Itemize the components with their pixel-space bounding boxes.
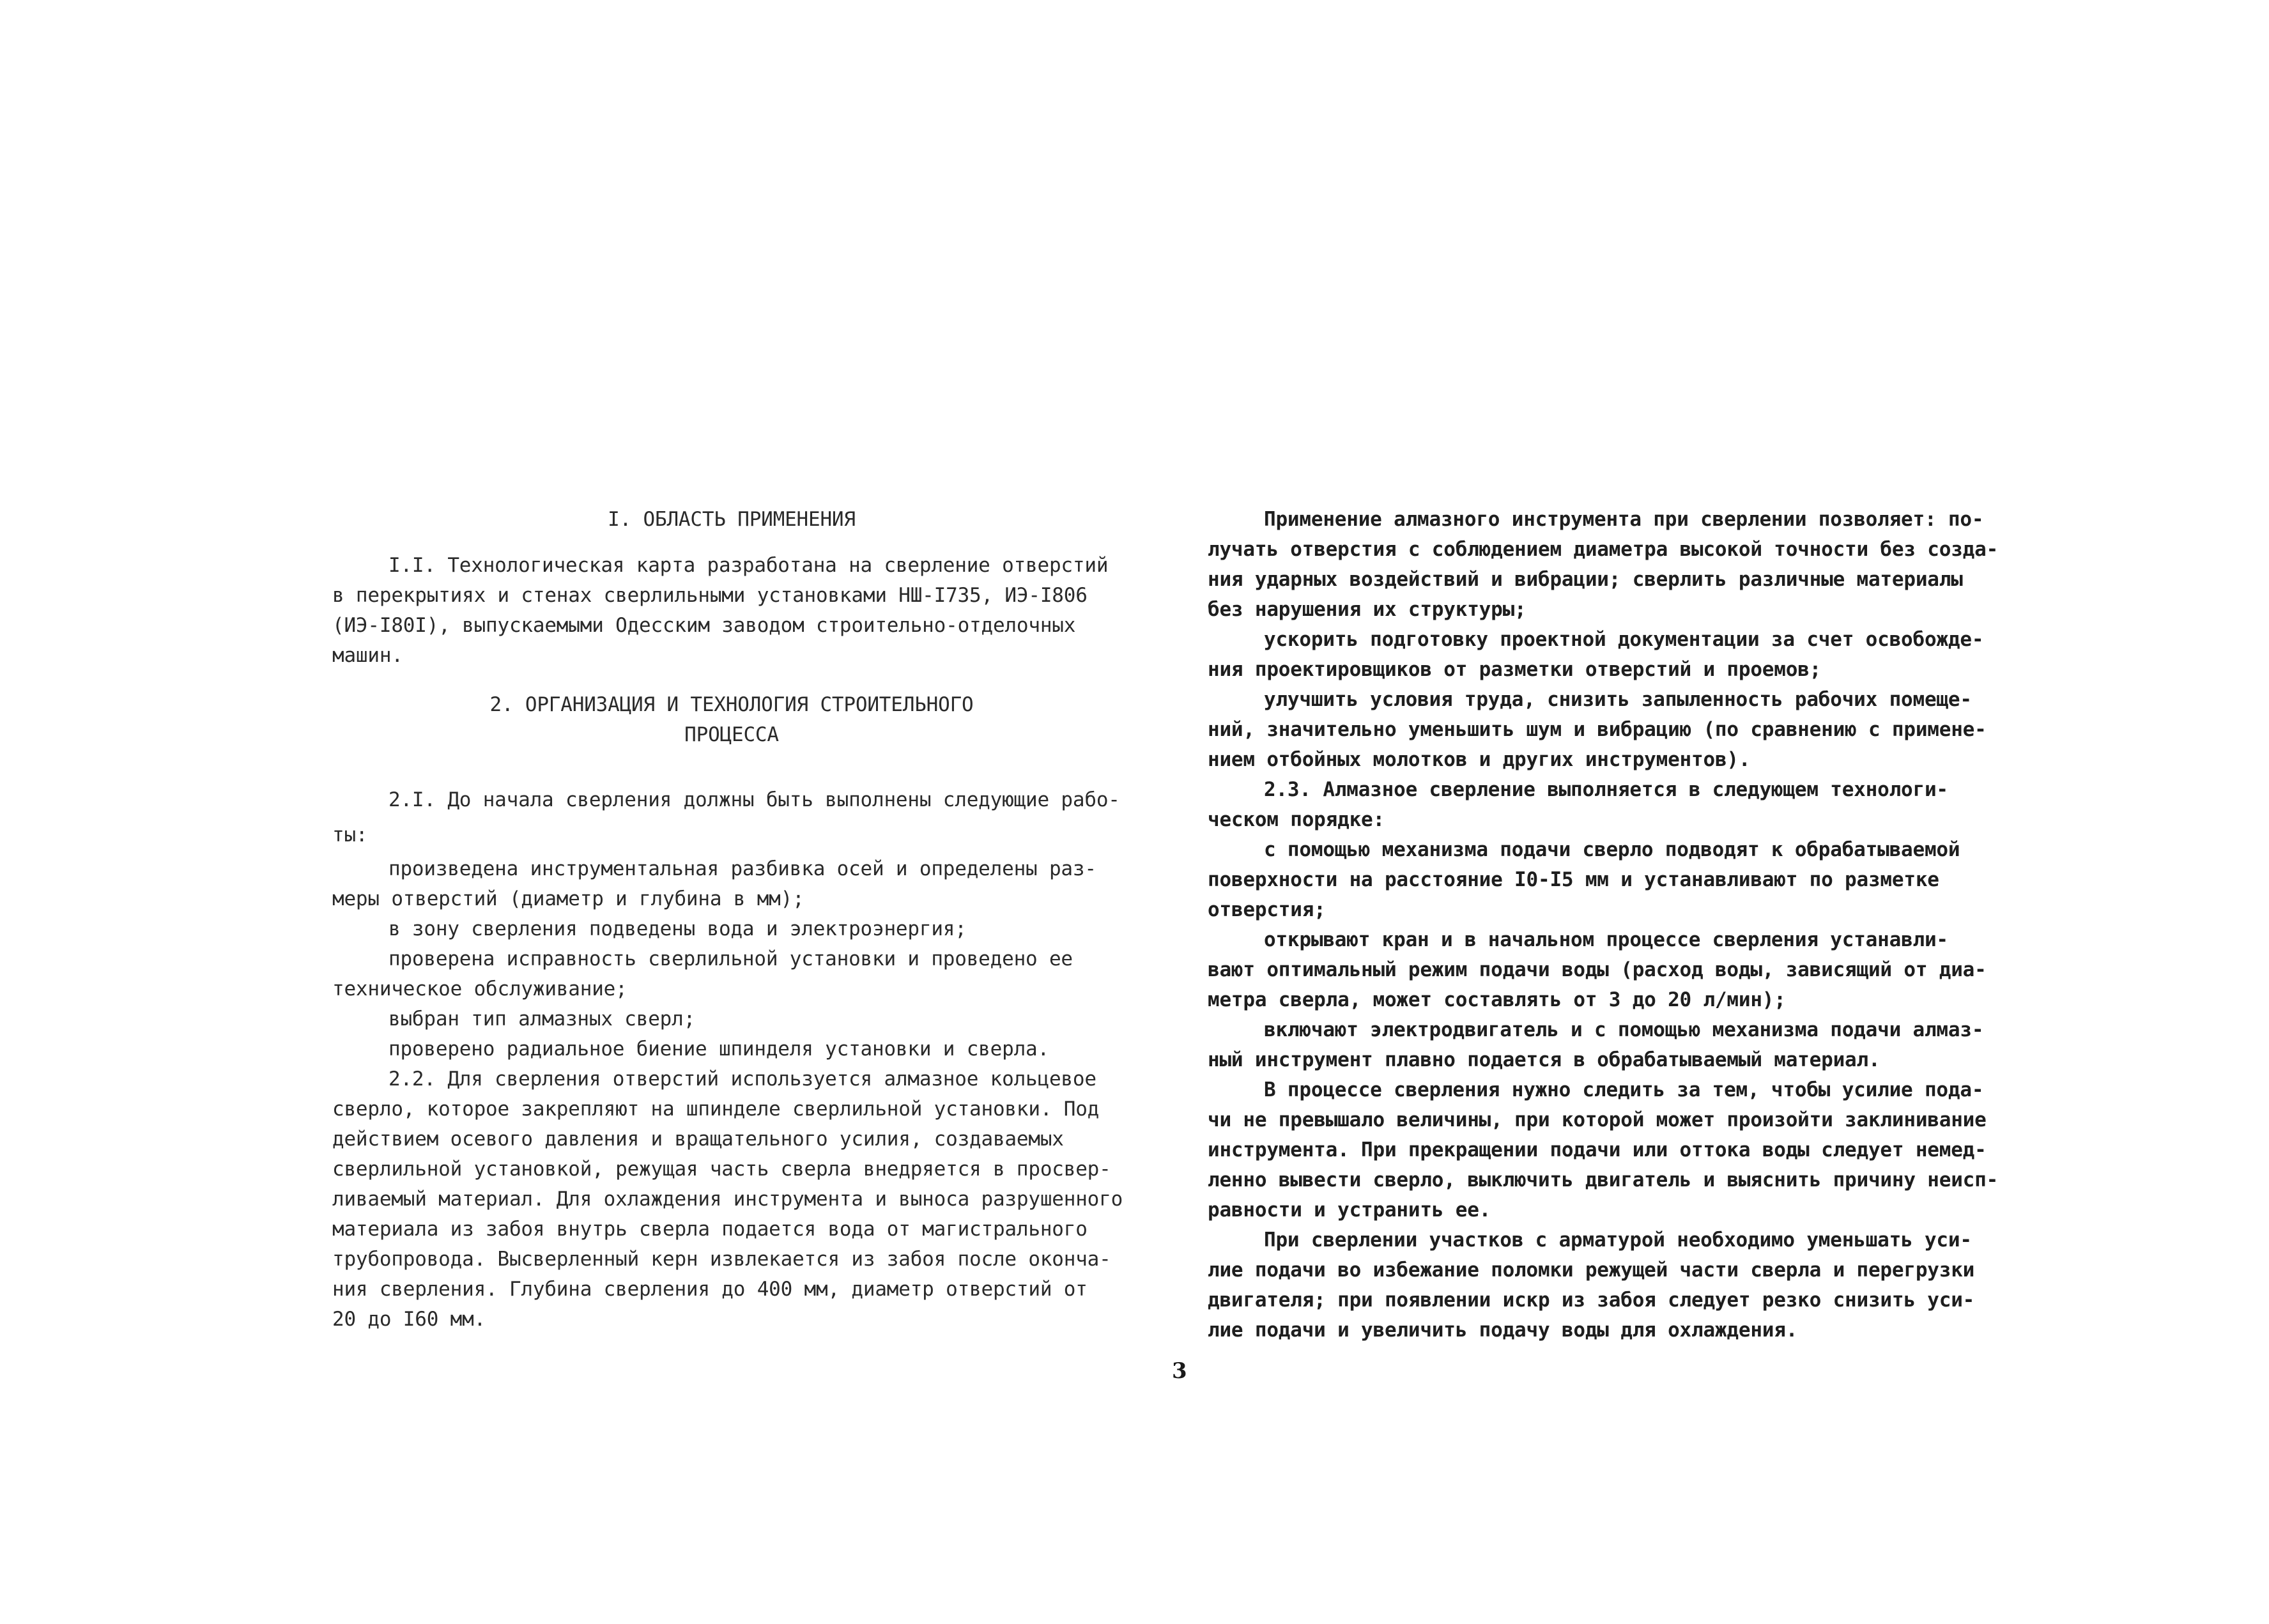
text-line: нием отбойных молотков и других инструментов). xyxy=(1208,748,1751,771)
paragraph-rebar xyxy=(1208,1225,2038,1345)
text-line: В процессе сверления нужно следить за тем, чтобы усилие пода- xyxy=(1264,1078,1984,1101)
text-line: двигателя; при появлении искр из забоя следует резко снизить уси- xyxy=(1208,1289,1975,1312)
text-line: вают оптимальный режим подачи воды (расход воды, зависящий от диа- xyxy=(1208,958,1987,981)
text-line: чи не превышало величины, при которой может произойти заклинивание xyxy=(1208,1108,1987,1131)
text-line: выбран тип алмазных сверл; xyxy=(388,1007,696,1030)
section-heading-2 xyxy=(332,690,1131,750)
text-line: метра сверла, может составлять от 3 до 20 л/мин); xyxy=(1208,988,1786,1011)
list-item xyxy=(332,1004,1131,1034)
text-line: сверло, которое закрепляют на шпинделе сверлильной установки. Под xyxy=(332,1098,1100,1121)
text-line: равности и устранить ее. xyxy=(1208,1199,1491,1222)
text-line: ленно вывести сверло, выключить двигатель и выяснить причину неисп- xyxy=(1208,1168,1999,1191)
text-line: машин. xyxy=(332,644,403,667)
text-line: ливаемый материал. Для охлаждения инструмента и выноса разрушенного xyxy=(332,1188,1123,1211)
paragraph-benefits xyxy=(1208,505,2038,625)
heading-line: 2. ОРГАНИЗАЦИЯ И ТЕХНОЛОГИЯ СТРОИТЕЛЬНОГО xyxy=(489,693,974,716)
text-line: 2.I. До начала сверления должны быть выполнены следующие рабо- xyxy=(388,788,1120,811)
text-line: ний, значительно уменьшить шум и вибрацию (по сравнению с примене- xyxy=(1208,718,1987,741)
text-line: лучать отверстия с соблюдением диаметра высокой точности без созда- xyxy=(1208,538,1999,561)
list-item xyxy=(332,914,1131,944)
list-item xyxy=(1208,685,2038,775)
paragraph-monitoring xyxy=(1208,1075,2038,1225)
text-line: I.I. Технологическая карта разработана на сверление отверстий xyxy=(388,554,1109,577)
text-line: меры отверстий (диаметр и глубина в мм); xyxy=(332,887,804,910)
list-item xyxy=(1208,625,2038,685)
list-item xyxy=(1208,1015,2038,1075)
paragraph-1-1 xyxy=(332,551,1131,671)
text-line: проверена исправность сверлильной установки и проведено ее xyxy=(388,947,1073,970)
text-line: без нарушения их структуры; xyxy=(1208,598,1527,621)
paragraph-2-1 xyxy=(332,785,1131,850)
text-line: 2.3. Алмазное сверление выполняется в следующем технологи- xyxy=(1264,778,1948,801)
paragraph-2-2 xyxy=(332,1064,1131,1335)
text-line: При сверлении участков с арматурой необходимо уменьшать уси- xyxy=(1264,1229,1972,1252)
text-line: действием осевого давления и вращательного усилия, создаваемых xyxy=(332,1128,1064,1151)
text-line: лие подачи и увеличить подачу воды для охлаждения. xyxy=(1208,1319,1798,1342)
text-line: Применение алмазного инструмента при сверлении позволяет: по- xyxy=(1264,508,1984,531)
text-line: в перекрытиях и стенах сверлильными установками НШ-I735, ИЭ-I806 xyxy=(332,584,1088,607)
text-line: сверлильной установкой, режущая часть сверла внедряется в просвер- xyxy=(332,1158,1111,1181)
list-item xyxy=(332,944,1131,1004)
text-line: ускорить подготовку проектной документации за счет освобожде- xyxy=(1264,628,1984,651)
text-line: ный инструмент плавно подается в обрабатываемый материал. xyxy=(1208,1048,1881,1071)
text-line: проверено радиальное биение шпинделя установки и сверла. xyxy=(388,1038,1049,1061)
list-item xyxy=(1208,835,2038,925)
paragraph-2-3 xyxy=(1208,775,2038,835)
right-column xyxy=(1208,505,2038,1345)
left-column xyxy=(332,505,1131,1335)
text-line: в зону сверления подведены вода и электроэнергия; xyxy=(388,917,967,940)
text-line: ния ударных воздействий и вибрации; сверлить различные материалы xyxy=(1208,568,1963,591)
text-line: включают электродвигатель и с помощью механизма подачи алмаз- xyxy=(1264,1018,1984,1041)
text-line: трубопровода. Высверленный керн извлекается из забоя после оконча- xyxy=(332,1248,1111,1271)
text-line: техническое обслуживание; xyxy=(332,977,627,1000)
text-line: инструмента. При прекращении подачи или оттока воды следует немед- xyxy=(1208,1138,1987,1161)
text-line: поверхности на расстояние I0-I5 мм и устанавливают по разметке xyxy=(1208,868,1939,891)
page-number: 3 xyxy=(1172,1358,1187,1384)
list-item xyxy=(332,854,1131,914)
text-line: открывают кран и в начальном процессе сверления устанавли- xyxy=(1264,928,1948,951)
text-line: 2.2. Для сверления отверстий используется алмазное кольцевое xyxy=(388,1068,1096,1091)
text-line: (ИЭ-I80I), выпускаемыми Одесским заводом строительно-отделочных xyxy=(332,614,1076,637)
text-line: улучшить условия труда, снизить запыленность рабочих помеще- xyxy=(1264,688,1972,711)
text-line: ния проектировщиков от разметки отверстий и проемов; xyxy=(1208,658,1822,681)
list-item xyxy=(332,1034,1131,1064)
text-line: лие подачи во избежание поломки режущей части сверла и перегрузки xyxy=(1208,1259,1975,1282)
text-line: отверстия; xyxy=(1208,898,1326,921)
text-line: ния сверления. Глубина сверления до 400 мм, диаметр отверстий от xyxy=(332,1278,1088,1301)
text-line: 20 до I60 мм. xyxy=(332,1308,486,1331)
text-line: ты: xyxy=(332,823,368,846)
heading-line: ПРОЦЕССА xyxy=(684,723,779,746)
text-line: произведена инструментальная разбивка осей и определены раз- xyxy=(388,857,1096,880)
text-line: с помощью механизма подачи сверло подводят к обрабатываемой xyxy=(1264,838,1960,861)
section-heading-1: I. ОБЛАСТЬ ПРИМЕНЕНИЯ xyxy=(608,508,856,531)
list-item xyxy=(1208,925,2038,1015)
text-line: ческом порядке: xyxy=(1208,808,1385,831)
text-line: материала из забоя внутрь сверла подается вода от магистрального xyxy=(332,1218,1088,1241)
